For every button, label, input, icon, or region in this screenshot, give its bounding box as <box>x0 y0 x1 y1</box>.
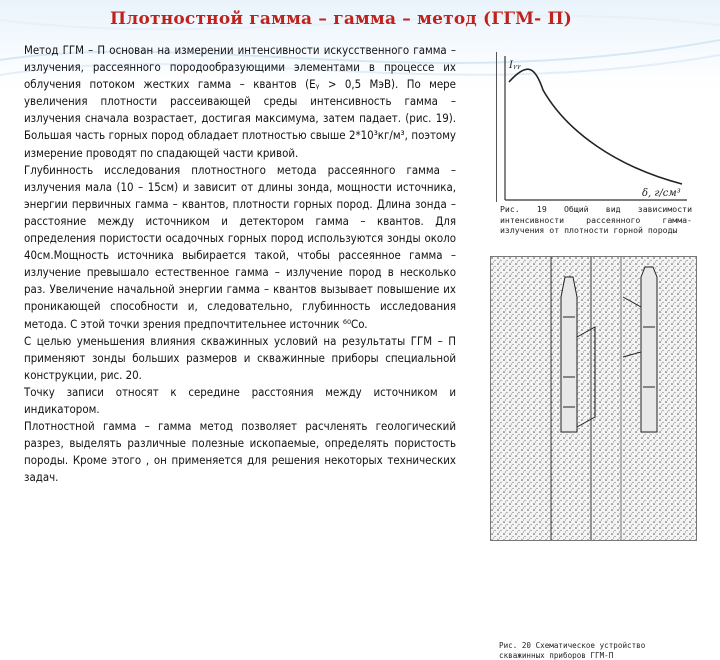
body-text <box>24 42 456 486</box>
y-axis-label: Iᵧᵧ <box>509 60 521 71</box>
intensity-curve <box>509 69 682 184</box>
figure-20-tool-schematic <box>490 256 697 660</box>
figure-20-caption: Рис. 20 Схематическое устройство скважинных приборов ГГМ-П <box>499 641 689 660</box>
paragraph: Точку записи относят к середине расстояния между источником и индикатором. <box>24 384 456 416</box>
paragraph: Плотностной гамма – гамма метод позволяет расчленять геологический разрез, выделять различные полезные ископаемые, определять пористость породы. Кроме этого , он применяется для решения некоторых технических задач. <box>24 419 456 485</box>
x-axis-label: δ, г/см³ <box>642 188 681 199</box>
paragraph: С целью уменьшения влияния скважинных условий на результаты ГГМ – П применяют зонды больших размеров и скважинные приборы специальной конструкции, рис. 20. <box>24 333 456 382</box>
paragraph: Глубинность исследования плотностного метода рассеянного гамма – излучения мала (10 – 15см) и зависит от длины зонда, мощности источника, энергии первичных гамма – квантов, плотности горных пород. Длина зонда – расстояние между источником и детектором гамма – квантов. Для определения пористости осадочных горных пород используются зонды около 40см.Мощность источника выбирается такой, чтобы рассеянное гамма – излучение превышало естественное гамма – излучение пород в несколько раз. Увеличение начальной энергии гамма – квантов вызывает повышение их проникающей способности и, следовательно, глубинность исследования метода. С этой точки зрения предпочтительнее источник ⁶⁰Co. <box>24 162 456 331</box>
figure-19-caption: Рис. 19 Общий вид зависимости интенсивности рассеянного гамма-излучения от плотности горной породы <box>500 204 692 235</box>
paragraph: Метод ГГМ – П основан на измерении интенсивности искусственного гамма – излучения, рассеянного породообразующими элементами в процессе их облучения потоком жестких гамма – квантов (Eᵧ > 0,5 МэВ). По мере увеличения плотности рассеивающей среды интенсивность гамма – излучения сначала возрастает, достигая максимума, затем падает. (рис. 19). Большая часть горных пород обладает плотностью свыше 2*10³кг/м³, поэтому измерение проводят по спадающей части кривой. <box>24 43 456 160</box>
schematic-drawing <box>491 257 696 540</box>
slide-title: Плотностной гамма – гамма – метод (ГГМ- П) <box>110 9 573 29</box>
figure-19-density-curve <box>496 52 692 202</box>
